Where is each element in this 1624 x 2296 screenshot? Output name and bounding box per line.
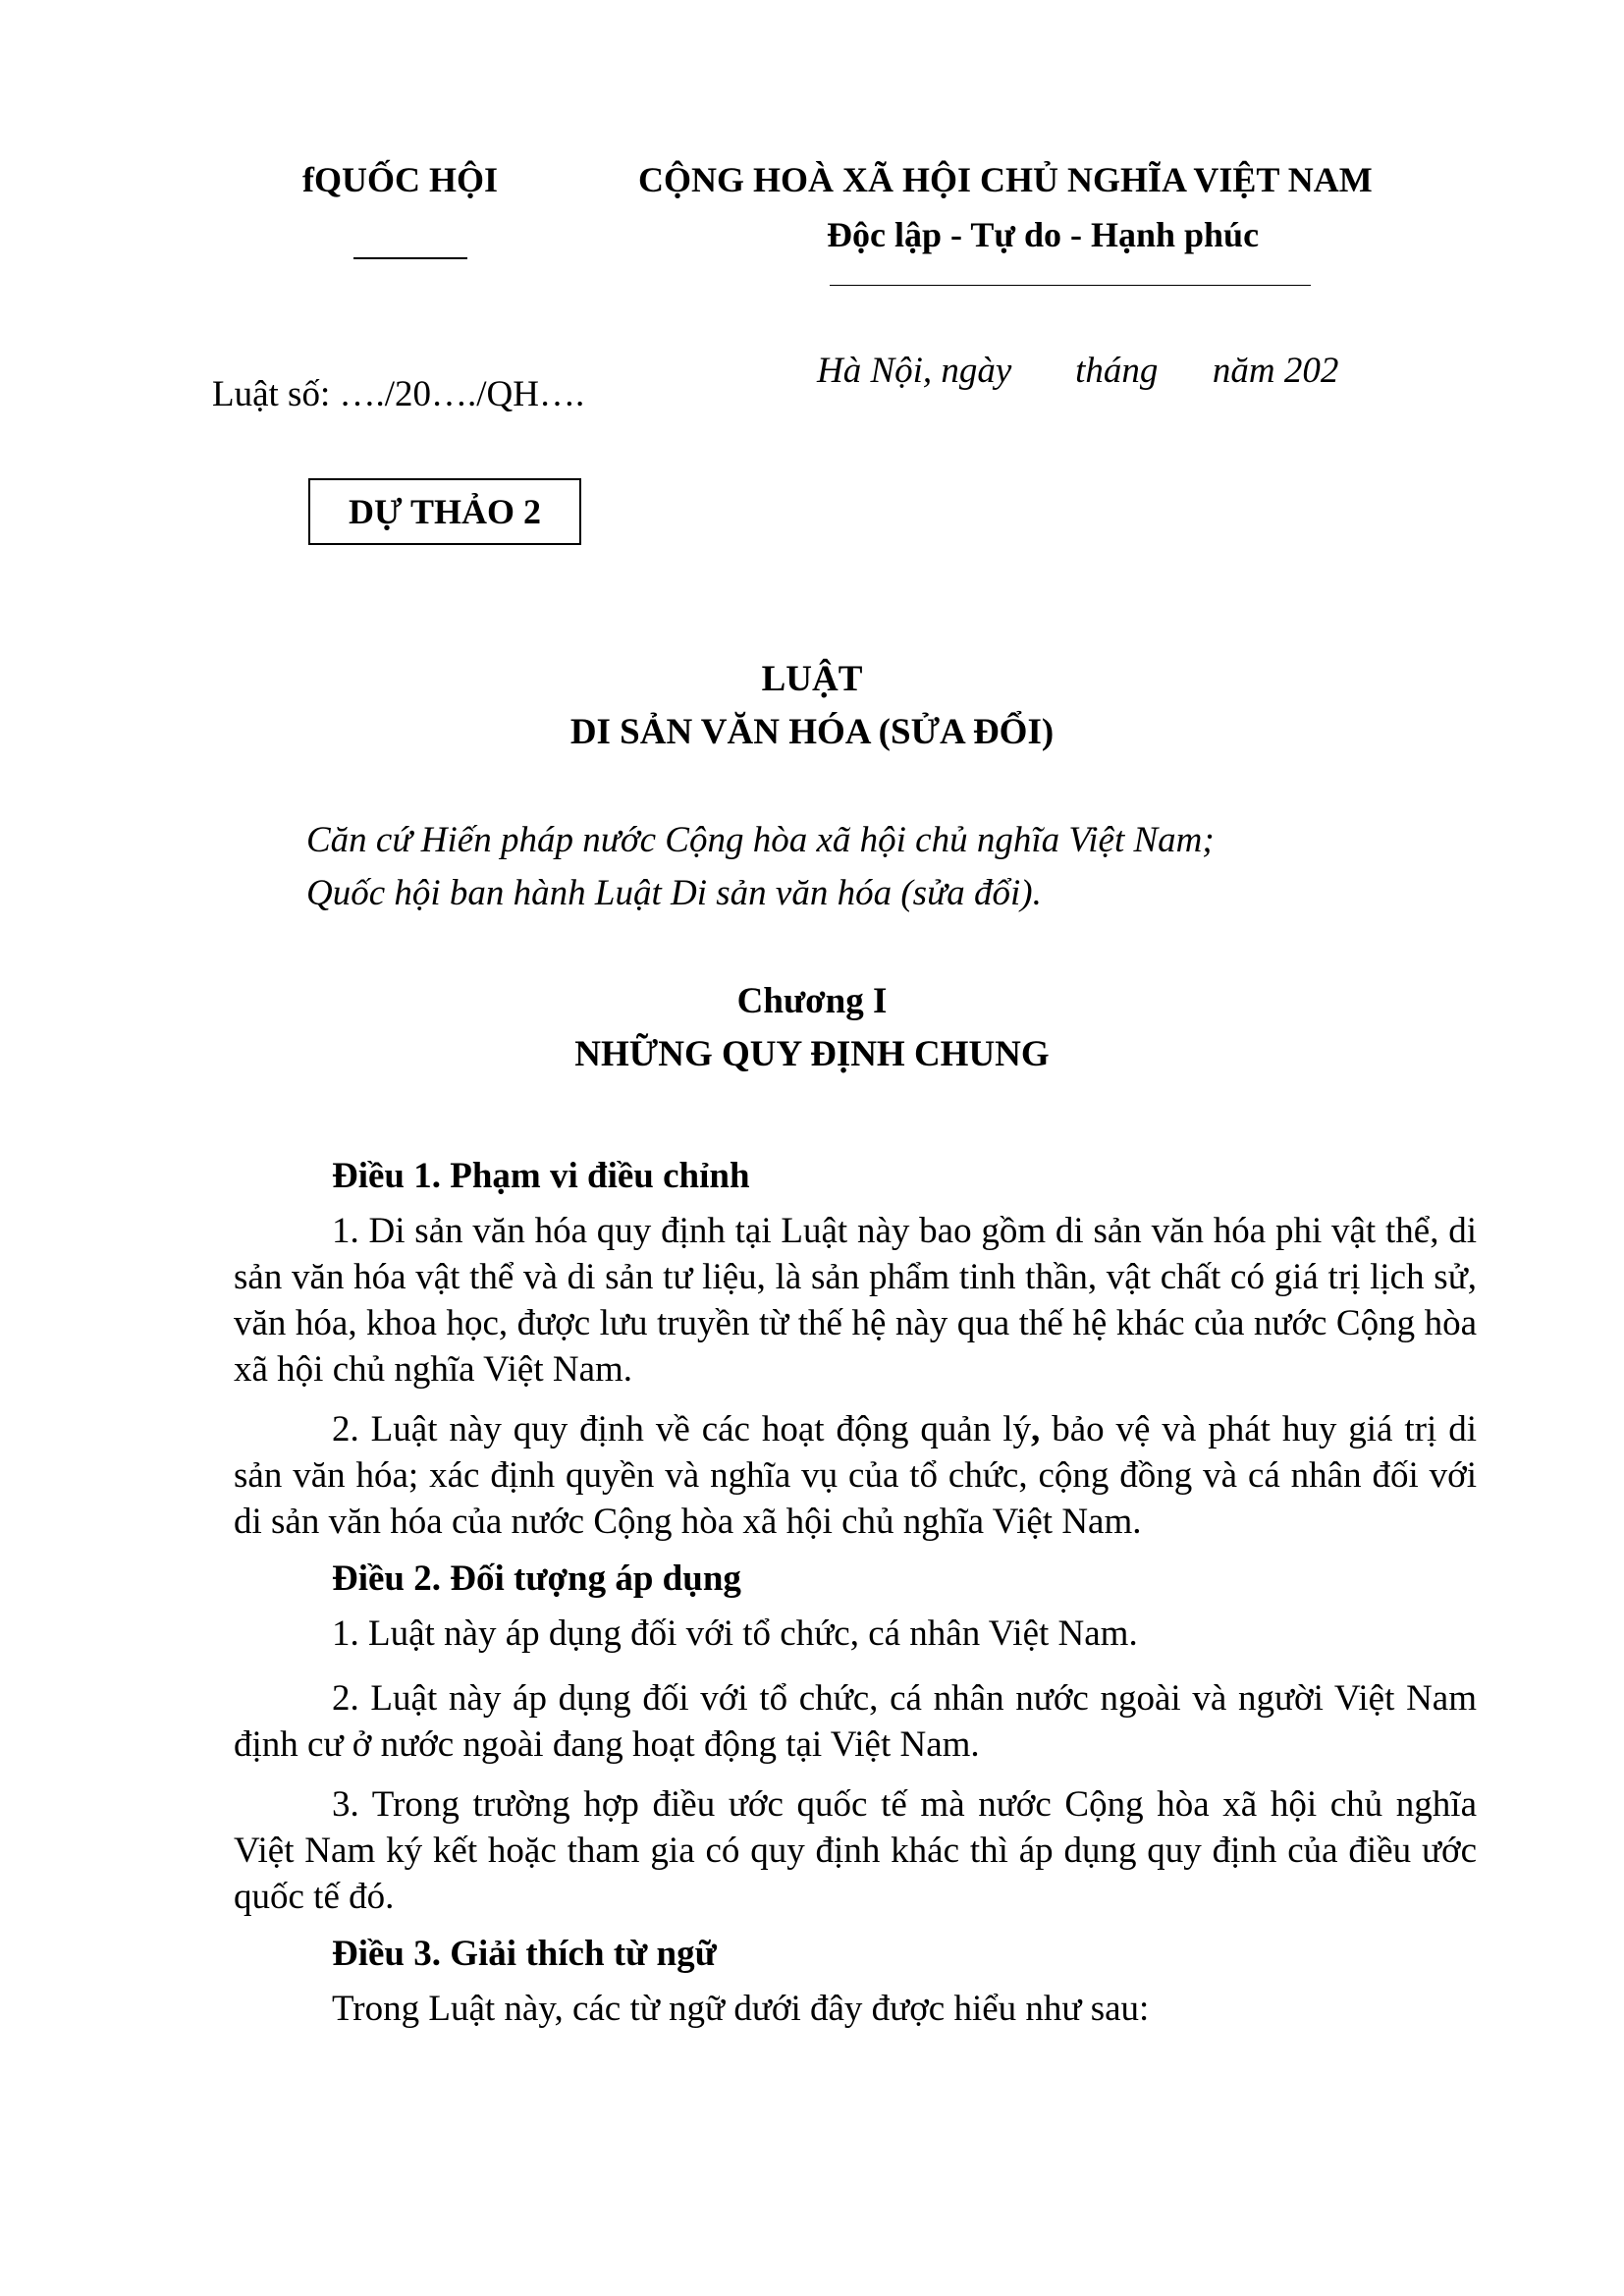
draft-label-box: DỰ THẢO 2 xyxy=(308,478,581,545)
article-2-paragraph-3: 3. Trong trường hợp điều ước quốc tế mà nước Cộng hòa xã hội chủ nghĩa Việt Nam ký kết hoặc tham gia có quy định khác thì áp dụng quy định của điều ước quốc tế đó. xyxy=(234,1784,1477,1917)
place-date: Hà Nội, ngày tháng năm 202 xyxy=(817,351,1339,391)
organization-underline xyxy=(353,257,467,259)
chapter-name: NHỮNG QUY ĐỊNH CHUNG xyxy=(574,1034,1050,1074)
chapter-number: Chương I xyxy=(736,981,888,1021)
legal-basis-line-2: Quốc hội ban hành Luật Di sản văn hóa (sửa đổi). xyxy=(306,873,1042,913)
article-2-heading: Điều 2. Đối tượng áp dụng xyxy=(332,1558,741,1599)
article-1-paragraph-2 xyxy=(234,1406,1477,1545)
law-title-name: DI SẢN VĂN HÓA (SỬA ĐỔI) xyxy=(569,712,1055,752)
law-title-label: LUẬT xyxy=(761,659,863,699)
article-1-paragraph-1: 1. Di sản văn hóa quy định tại Luật này bao gồm di sản văn hóa phi vật thể, di sản văn hóa vật thể và di sản tư liệu, là sản phẩm tinh thần, vật chất có giá trị lịch sử, văn hóa, khoa học, được lưu truyền từ thế hệ này qua thế hệ khác của nước Cộng hòa xã hội chủ nghĩa Việt Nam. xyxy=(234,1211,1477,1390)
article-1-heading: Điều 1. Phạm vi điều chỉnh xyxy=(332,1156,750,1196)
motto-underline xyxy=(830,285,1311,286)
national-name: CỘNG HOÀ XÃ HỘI CHỦ NGHĨA VIỆT NAM xyxy=(638,160,1373,199)
article-3-heading: Điều 3. Giải thích từ ngữ xyxy=(332,1934,717,1974)
issuing-organization: fQUỐC HỘI xyxy=(302,160,499,199)
legal-basis-line-1: Căn cứ Hiến pháp nước Cộng hòa xã hội chủ nghĩa Việt Nam; xyxy=(306,820,1215,860)
article-1-paragraph-2-end: bảo vệ và phát huy giá trị di sản văn hóa; xác định quyền và nghĩa vụ của tổ chức, cộng đồng và cá nhân đối với di sản văn hóa của nước Cộng hòa xã hội chủ nghĩa Việt Nam. xyxy=(234,1409,1477,1542)
article-1-paragraph-2-start: 2. Luật này quy định về các hoạt động quản lý xyxy=(332,1409,1032,1449)
national-motto: Độc lập - Tự do - Hạnh phúc xyxy=(827,215,1260,254)
article-3-paragraph-1: Trong Luật này, các từ ngữ dưới đây được hiểu như sau: xyxy=(332,1989,1150,2029)
article-1-paragraph-2-comma: , xyxy=(1031,1409,1041,1449)
law-number: Luật số: …./20…./QH…. xyxy=(212,374,585,414)
article-2-paragraph-1: 1. Luật này áp dụng đối với tổ chức, cá nhân Việt Nam. xyxy=(332,1613,1138,1654)
article-2-paragraph-2: 2. Luật này áp dụng đối với tổ chức, cá nhân nước ngoài và người Việt Nam định cư ở nước ngoài đang hoạt động tại Việt Nam. xyxy=(234,1678,1477,1765)
